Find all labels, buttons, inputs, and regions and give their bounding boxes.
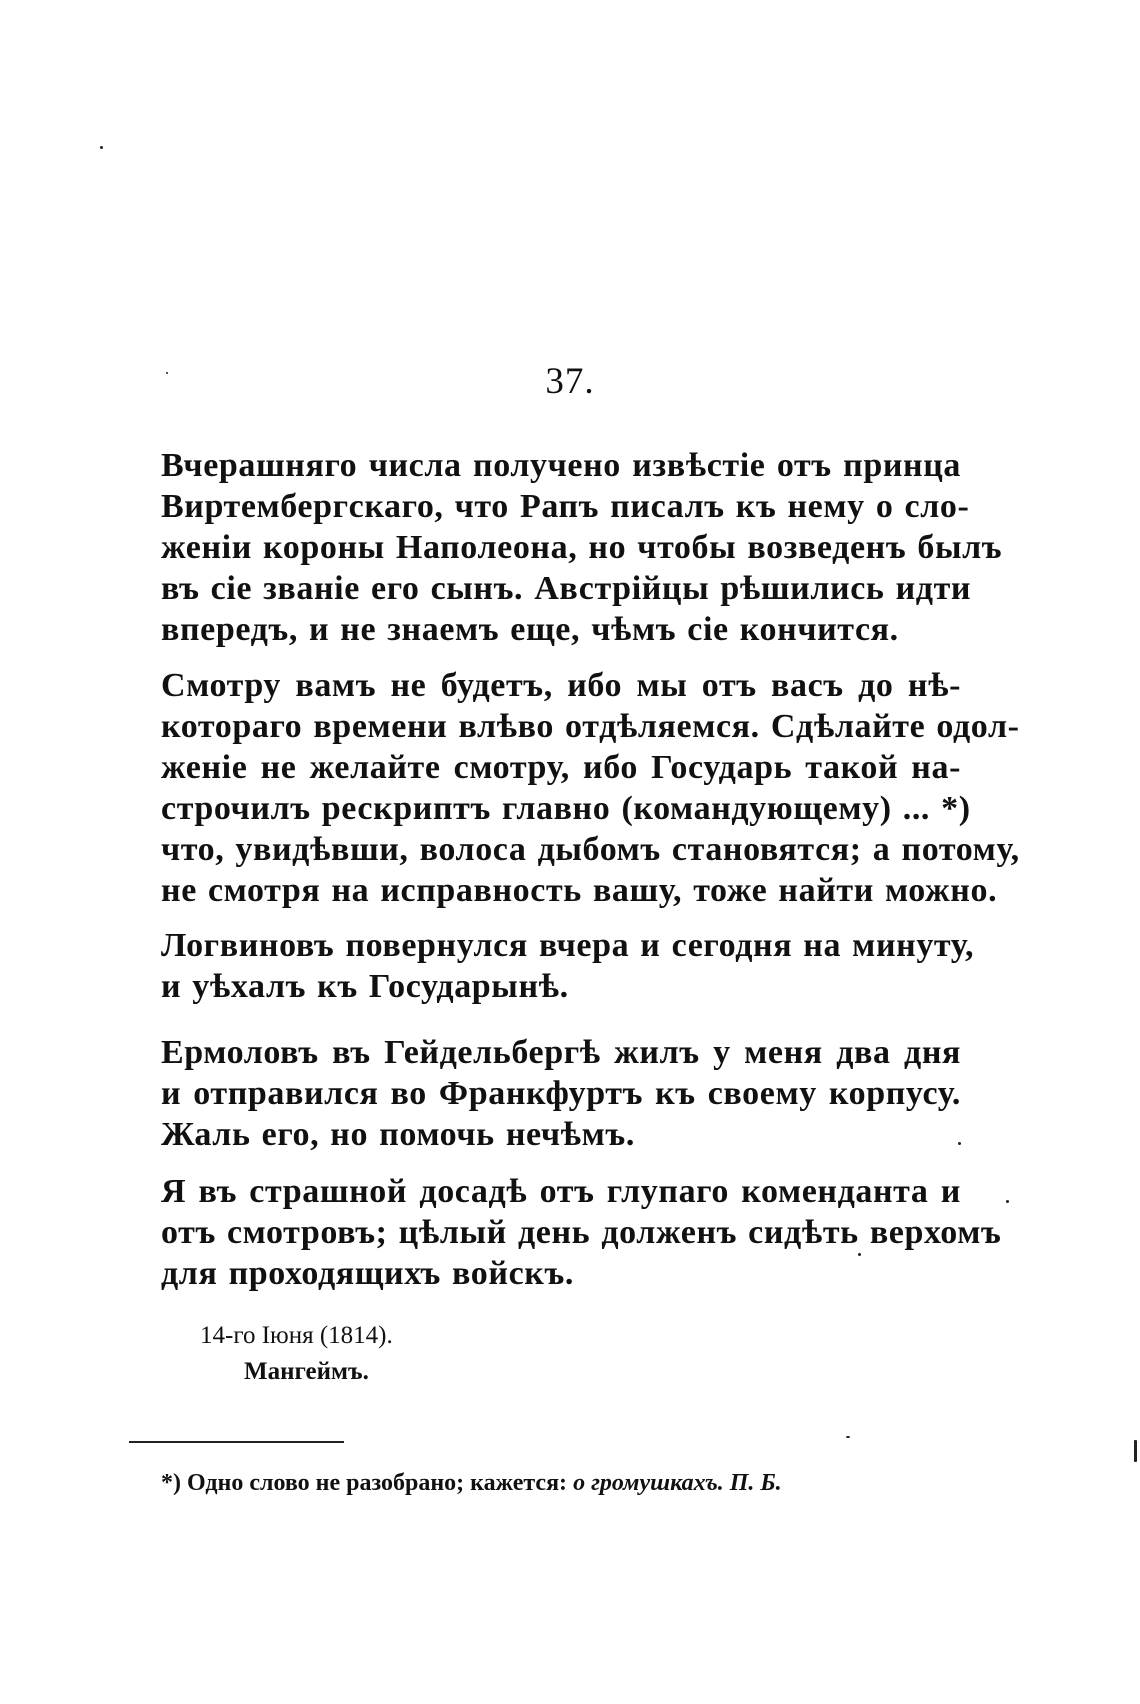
text-line: Я въ страшной досадѣ отъ глупаго коменданта и [161, 1173, 961, 1210]
page-number: 37. [545, 361, 595, 402]
text-line: строчилъ рескриптъ главно (командующему) ... *) [161, 790, 971, 827]
text-line: котораго времени влѣво отдѣляемся. Сдѣлайте одол- [161, 708, 1020, 745]
scan-speck [846, 1436, 850, 1438]
paragraph-5 [161, 1171, 1002, 1294]
text-line: Смотру вамъ не будетъ, ибо мы отъ васъ до нѣ- [161, 667, 961, 704]
text-line: отъ смотровъ; цѣлый день долженъ сидѣть верхомъ [161, 1214, 1002, 1251]
text-line: Жаль его, но помочь нечѣмъ. [161, 1116, 635, 1153]
paragraph-2 [161, 665, 1020, 911]
footnote-marker: *) [161, 1470, 181, 1496]
paragraph-1 [161, 445, 1003, 650]
text-line: впередъ, и не знаемъ еще, чѣмъ сіе кончится. [161, 611, 899, 648]
text-line: въ сіе званіе его сынъ. Австрійцы рѣшились идти [161, 570, 972, 607]
text-line: Логвиновъ повернулся вчера и сегодня на минуту, [161, 927, 975, 964]
text-line: Виртембергскаго, что Рапъ писалъ къ нему о сло- [161, 488, 970, 525]
scan-speck [1134, 1440, 1137, 1462]
text-line: женіи короны Наполеона, но чтобы возведенъ былъ [161, 529, 1003, 566]
text-line: что, увидѣвши, волоса дыбомъ становятся; а потому, [161, 831, 1020, 868]
paragraph-3 [161, 925, 975, 1007]
signature-place: Мангеймъ. [244, 1358, 369, 1385]
text-line: Вчерашняго числа получено извѣстіе отъ принца [161, 447, 961, 484]
footnote [161, 1470, 782, 1497]
footnote-italic-text: о громушкахъ. П. Б. [573, 1470, 782, 1496]
text-line: и отправился во Франкфуртъ къ своему корпусу. [161, 1075, 961, 1112]
scan-speck [100, 146, 103, 149]
footnote-text: Одно слово не разобрано; кажется: [187, 1470, 568, 1496]
text-line: женіе не желайте смотру, ибо Государь такой на- [161, 749, 961, 786]
text-line: не смотря на исправность вашу, тоже найти можно. [161, 872, 998, 909]
text-line: и уѣхалъ къ Государынѣ. [161, 968, 569, 1005]
scan-speck [1006, 1200, 1009, 1203]
signature-date: 14-го Іюня (1814). [200, 1322, 393, 1349]
footnote-divider [129, 1441, 344, 1443]
text-line: для проходящихъ войскъ. [161, 1255, 574, 1292]
paragraph-4 [161, 1032, 961, 1155]
text-line: Ермоловъ въ Гейдельбергѣ жилъ у меня два дня [161, 1034, 961, 1071]
